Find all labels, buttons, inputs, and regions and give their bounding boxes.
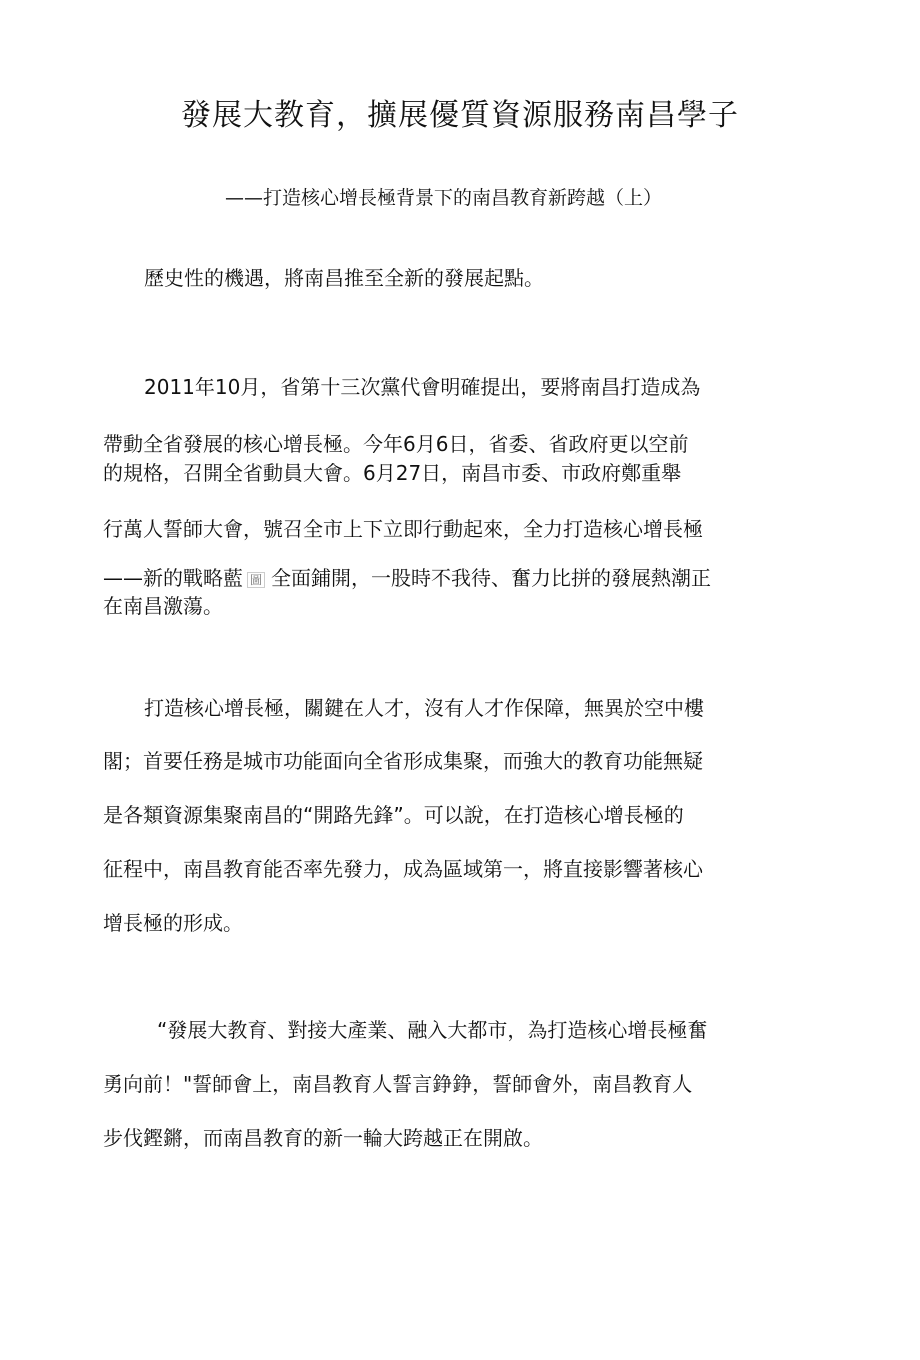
- paragraph-3-line: 閣；首要任務是城市功能面向全省形成集聚，而強大的教育功能無疑: [103, 749, 703, 773]
- paragraph-2-line: 的規格，召開全省動員大會。6月27日，南昌市委、市政府鄭重舉: [103, 461, 682, 485]
- paragraph-2-line: 行萬人誓師大會，號召全市上下立即行動起來，全力打造核心增長極: [103, 517, 703, 541]
- paragraph-3-line: 打造核心增長極，關鍵在人才，沒有人才作保障，無異於空中樓: [144, 696, 704, 720]
- paragraph-2-line-part: 全面鋪開，一股時不我待、奮力比拼的發展熱潮正: [271, 566, 712, 590]
- paragraph-3-line: 是各類資源集聚南昌的“開路先鋒”。可以說，在打造核心增長極的: [103, 803, 684, 827]
- document-title: 發展大教育，擴展優質資源服務南昌學子: [181, 98, 739, 133]
- paragraph-2-line: 在南昌激蕩。: [103, 594, 223, 618]
- paragraph-1-line: 歷史性的機遇，將南昌推至全新的發展起點。: [144, 266, 544, 290]
- paragraph-4-line: 勇向前！"誓師會上，南昌教育人誓言錚錚，誓師會外，南昌教育人: [103, 1072, 693, 1096]
- paragraph-2-line: 帶動全省發展的核心增長極。今年6月6日，省委、省政府更以空前: [103, 432, 689, 456]
- paragraph-2-line-part: ——新的戰略藍: [103, 566, 243, 590]
- paragraph-2-line: [103, 566, 711, 590]
- paragraph-4-line: “發展大教育、對接大產業、融入大都市，為打造核心增長極奮: [157, 1018, 708, 1042]
- paragraph-4-line: 步伐鏗鏘，而南昌教育的新一輪大跨越正在開啟。: [103, 1126, 543, 1150]
- paragraph-3-line: 征程中，南昌教育能否率先發力，成為區域第一，將直接影響著核心: [103, 857, 703, 881]
- paragraph-3-line: 增長極的形成。: [103, 911, 243, 935]
- missing-glyph-box: 圖: [247, 572, 265, 588]
- paragraph-2-line: 2011年10月，省第十三次黨代會明確提出，要將南昌打造成為: [144, 375, 701, 399]
- document-subtitle: ——打造核心增長極背景下的南昌教育新跨越（上）: [225, 187, 663, 209]
